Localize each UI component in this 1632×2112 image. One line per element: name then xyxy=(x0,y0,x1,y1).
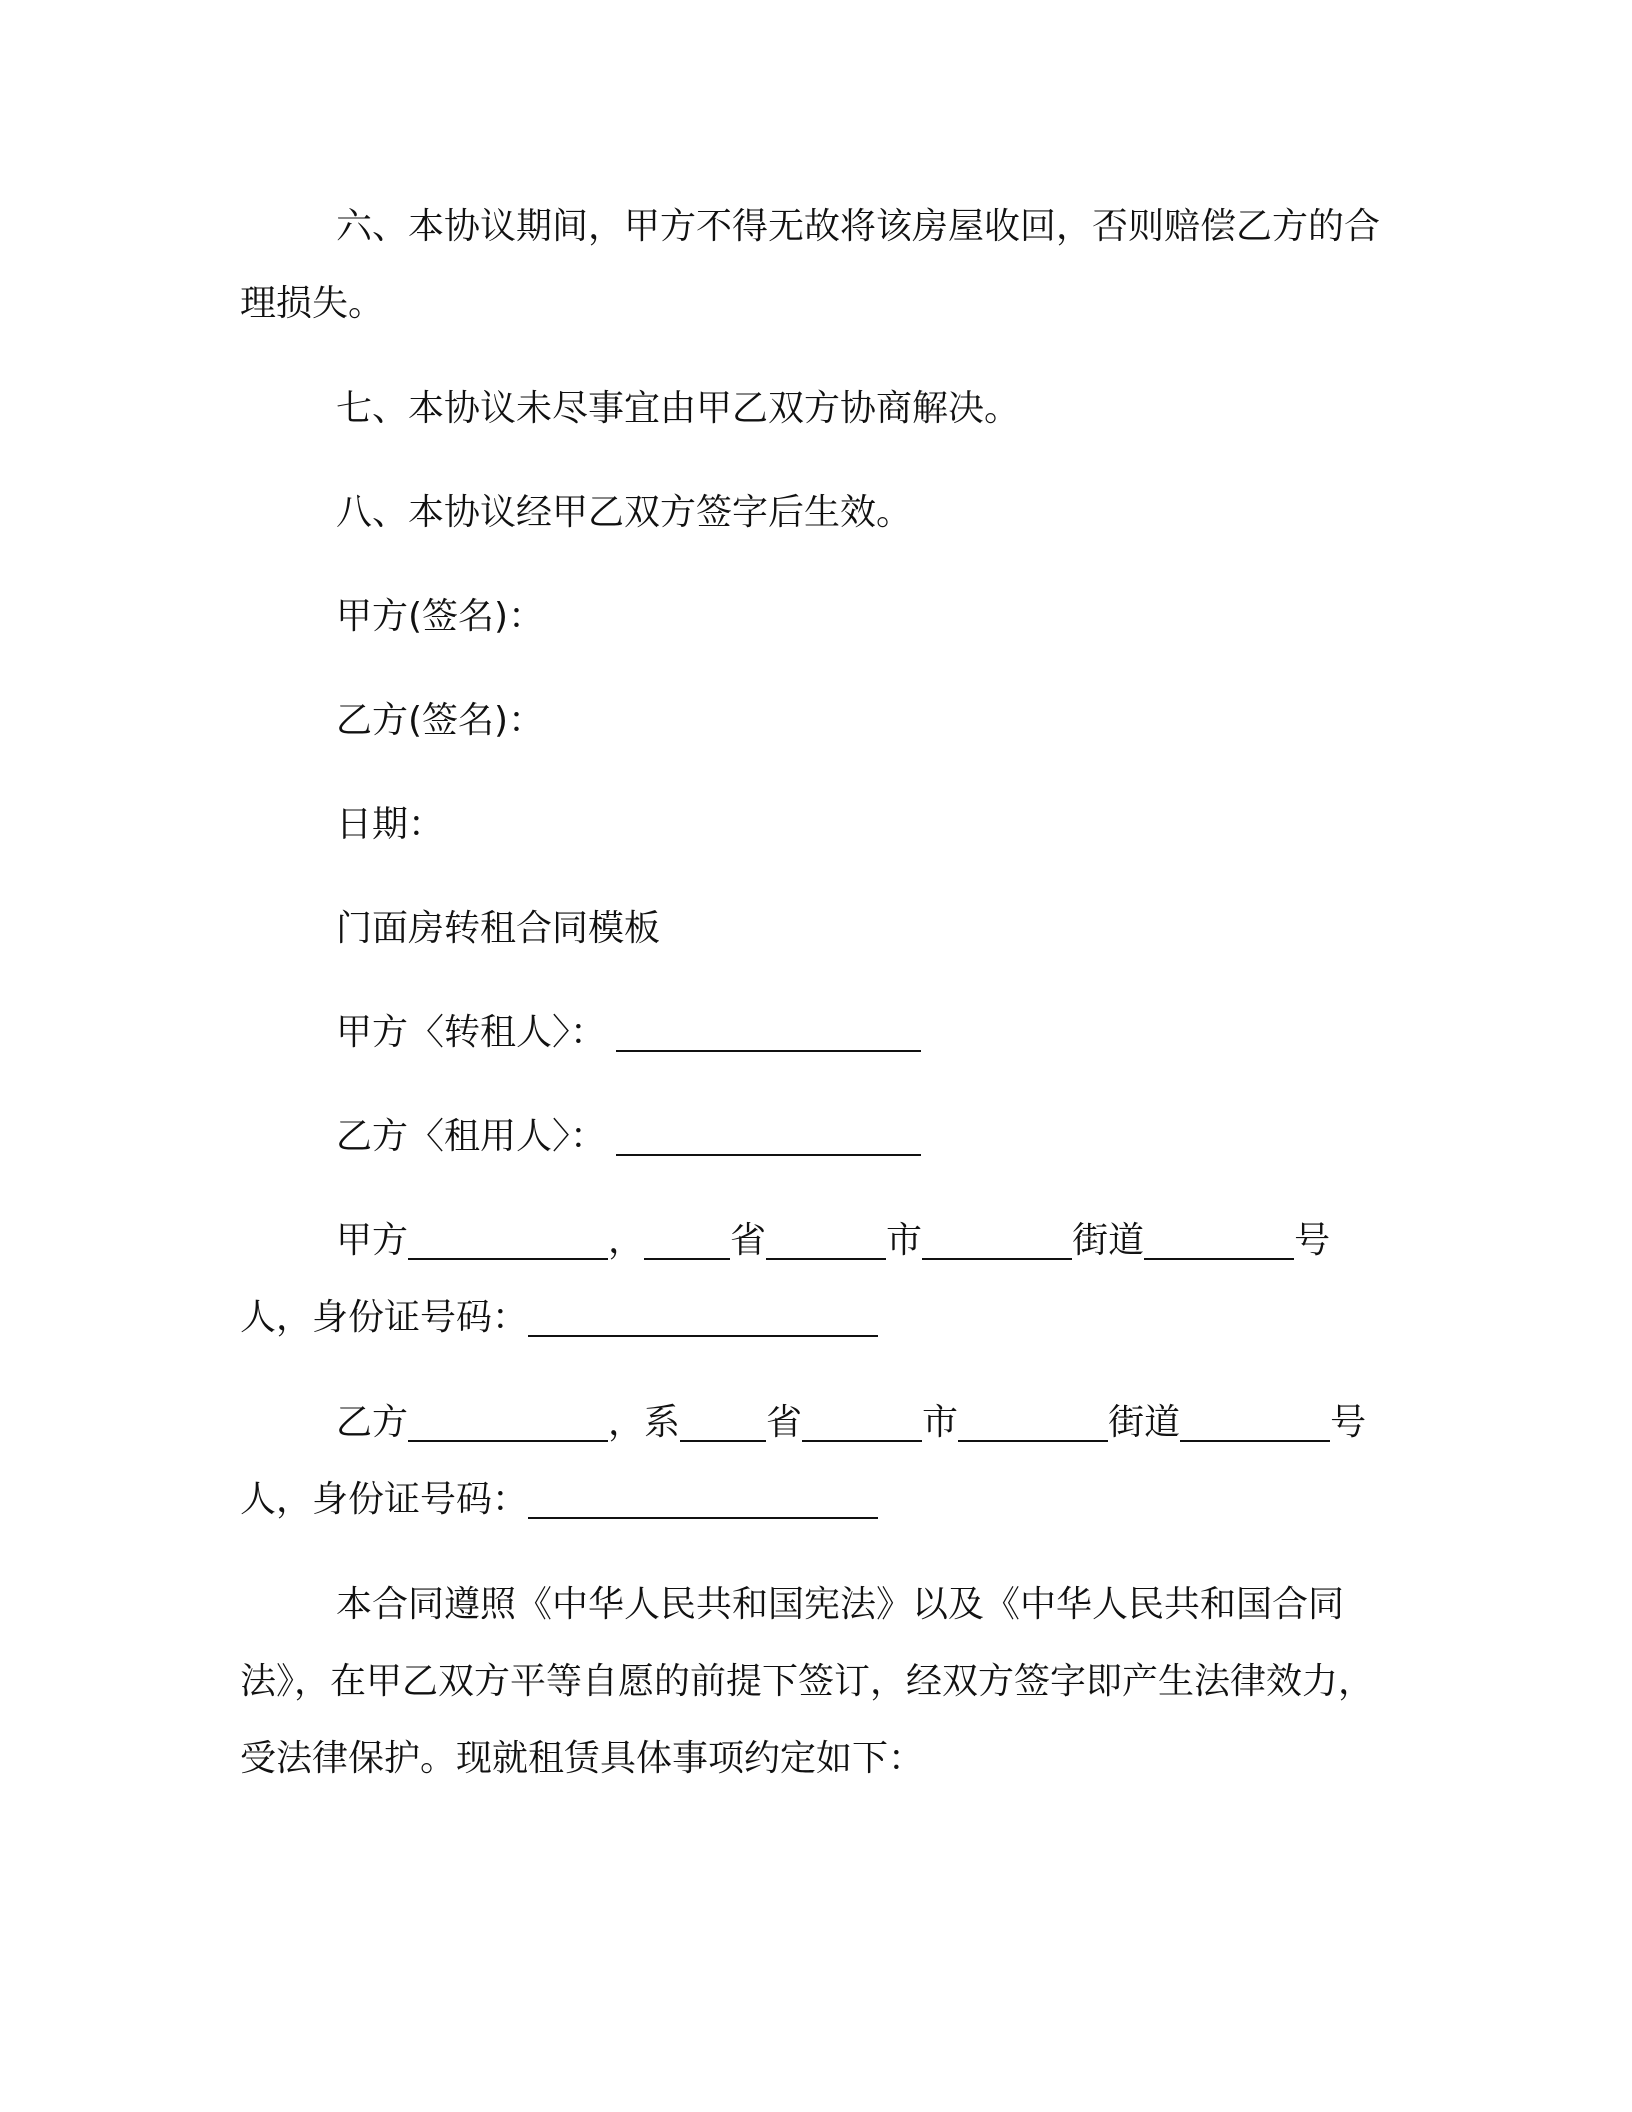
party-a-number: 号 xyxy=(1294,1220,1331,1261)
party-a-name-blank xyxy=(408,1218,608,1260)
party-a-city: 市 xyxy=(886,1220,923,1261)
party-b-comma-xi: ，系 xyxy=(608,1402,681,1443)
party-b-city-blank xyxy=(802,1400,922,1442)
party-b-tenant-label: 乙方〈租用人〉： xyxy=(336,1116,607,1157)
party-b-province-blank xyxy=(680,1400,766,1442)
party-a-lessor-line xyxy=(240,994,1380,1071)
preamble: 本合同遵照《中华人民共和国宪法》以及《中华人民共和国合同法》，在甲乙双方平等自愿的前提下签订，经双方签字即产生法律效力，受法律保护。现就租赁具体事项约定如下： xyxy=(240,1584,1375,1779)
party-a-prefix: 甲方 xyxy=(336,1220,409,1261)
party-b-name-blank xyxy=(408,1400,608,1442)
party-b-province: 省 xyxy=(766,1402,803,1443)
party-a-street-blank xyxy=(922,1218,1072,1260)
party-b-number-blank xyxy=(1180,1400,1330,1442)
party-b-tenant-blank xyxy=(616,1114,921,1156)
party-b-tenant-line xyxy=(240,1098,1380,1175)
party-a-province: 省 xyxy=(730,1220,767,1261)
party-b-detail xyxy=(240,1384,1380,1538)
party-b-street-blank xyxy=(958,1400,1108,1442)
document-body xyxy=(240,188,1380,1825)
party-b-street: 街道 xyxy=(1108,1402,1181,1443)
party-a-person-id-label: 人，身份证号码： xyxy=(240,1297,529,1338)
party-b-city: 市 xyxy=(922,1402,959,1443)
party-a-lessor-blank xyxy=(616,1010,921,1052)
party-a-lessor-label: 甲方〈转租人〉： xyxy=(336,1012,607,1053)
clause-six: 六、本协议期间，甲方不得无故将该房屋收回，否则赔偿乙方的合理损失。 xyxy=(240,206,1381,324)
party-b-prefix: 乙方 xyxy=(336,1402,409,1443)
party-a-number-blank xyxy=(1144,1218,1294,1260)
clause-seven: 七、本协议未尽事宜由甲乙双方协商解决。 xyxy=(336,388,1021,429)
party-a-comma: ， xyxy=(608,1220,645,1261)
party-b-number-person-id-label: 号人，身份证号码： xyxy=(240,1402,1367,1520)
clause-eight: 八、本协议经甲乙双方签字后生效。 xyxy=(336,492,913,533)
party-a-province-blank xyxy=(644,1218,730,1260)
party-a-city-blank xyxy=(766,1218,886,1260)
party-a-street: 街道 xyxy=(1072,1220,1145,1261)
date-line: 日期： xyxy=(336,804,445,845)
party-b-id-blank xyxy=(528,1477,878,1519)
party-a-detail xyxy=(240,1202,1380,1356)
party-a-signature-line: 甲方(签名)： xyxy=(336,596,545,637)
template-title: 门面房转租合同模板 xyxy=(336,908,661,949)
party-b-signature-line: 乙方(签名)： xyxy=(336,700,545,741)
party-a-id-blank xyxy=(528,1295,878,1337)
